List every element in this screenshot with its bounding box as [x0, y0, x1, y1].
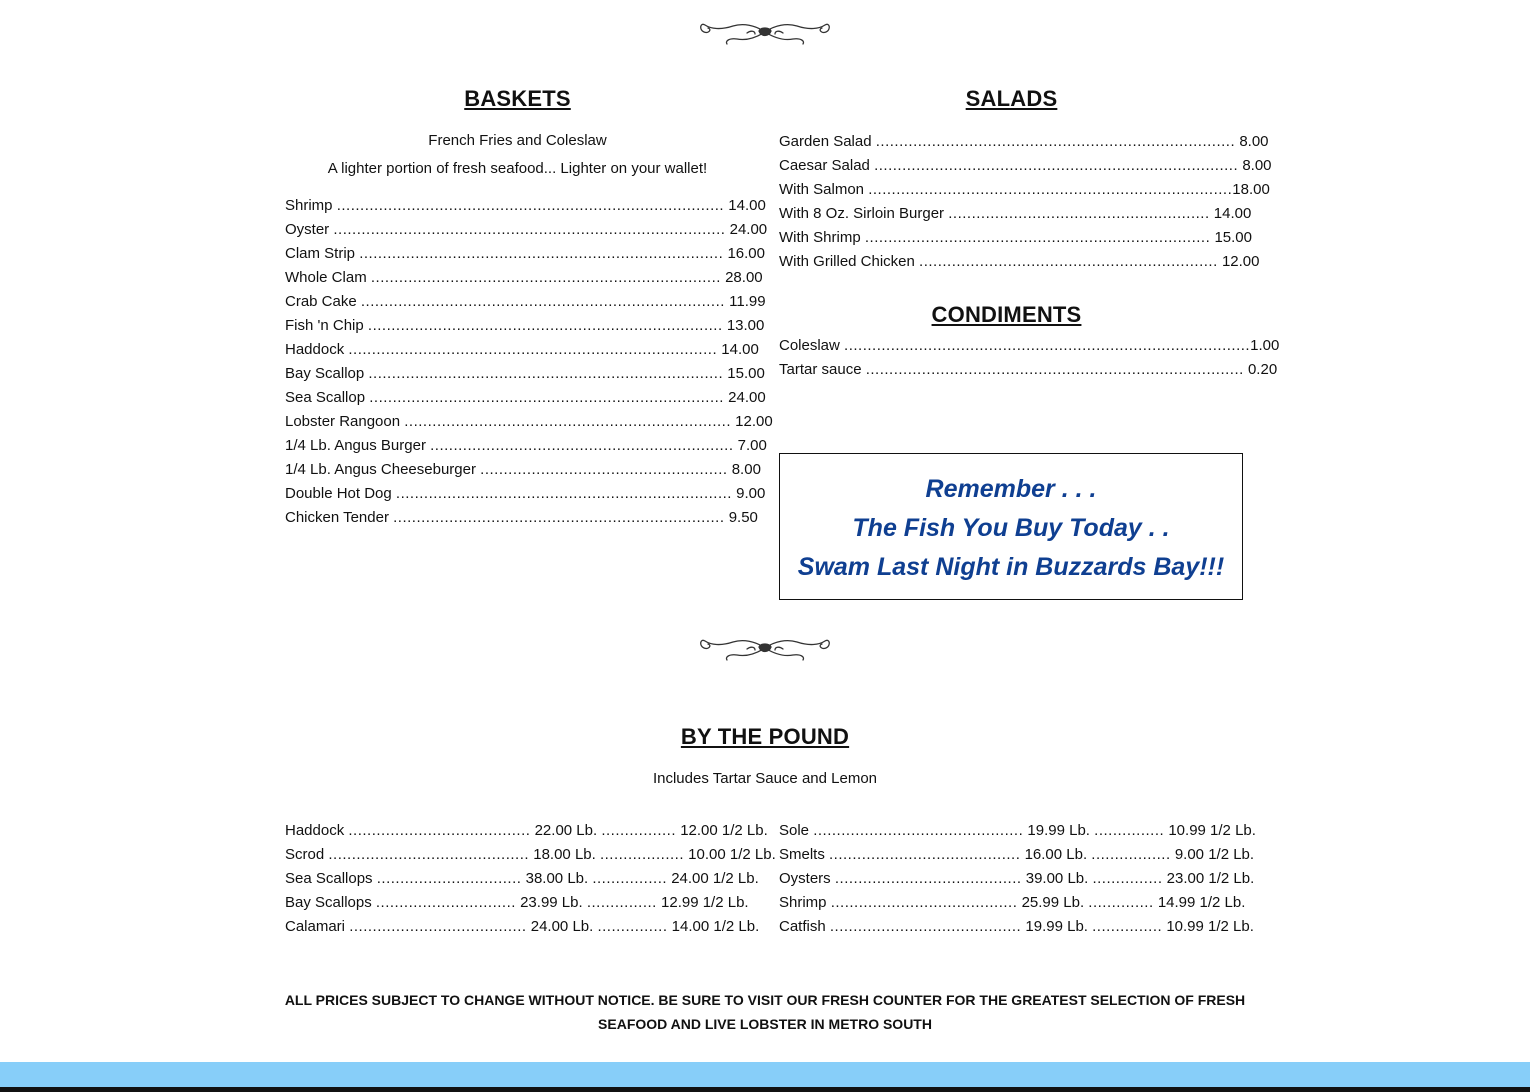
pound-item: Sea Scallops ............................... 38.00 Lb. ................ 24.00 1/2 Lb.: [285, 870, 759, 887]
pound-item: Shrimp ........................................ 25.99 Lb. .............. 14.99 1/2 Lb.: [779, 894, 1246, 911]
menu-item: Sea Scallop ............................................................................ 24.00: [285, 389, 766, 406]
menu-item: Coleslaw .......................................................................................1.00: [779, 337, 1280, 354]
footer-bar: [0, 1062, 1530, 1092]
menu-item: Caesar Salad .............................................................................. 8.00: [779, 157, 1272, 174]
menu-item: Clam Strip .............................................................................. 16.00: [285, 245, 765, 262]
fresh-fish-callout: [779, 453, 1243, 600]
menu-item: Garden Salad ............................................................................. 8.00: [779, 133, 1269, 150]
pound-item: Scrod ........................................... 18.00 Lb. .................. 10.00 1/2 Lb.: [285, 846, 776, 863]
menu-item: Fish 'n Chip ............................................................................ 13.00: [285, 317, 765, 334]
condiments-list: [779, 334, 1279, 382]
notice-line: ALL PRICES SUBJECT TO CHANGE WITHOUT NOTICE. BE SURE TO VISIT OUR FRESH COUNTER FOR THE GREATEST SELECTION OF FRESH: [284, 992, 1246, 1008]
baskets-subtitle: French Fries and Coleslaw: [428, 132, 607, 149]
menu-item: Oyster .................................................................................... 24.00: [285, 221, 768, 238]
flourish-divider-icon: [697, 633, 833, 663]
menu-item: Whole Clam ........................................................................... 28.00: [285, 269, 763, 286]
menu-item: Lobster Rangoon ...................................................................... 12.00: [285, 413, 773, 430]
flourish-divider-icon: [697, 17, 833, 47]
menu-item: With Grilled Chicken ................................................................ 12.00: [779, 253, 1260, 270]
pound-item: Haddock ....................................... 22.00 Lb. ................ 12.00 1/2 Lb.: [285, 822, 768, 839]
menu-item: 1/4 Lb. Angus Burger ................................................................. 7.00: [285, 437, 767, 454]
callout-line: Swam Last Night in Buzzards Bay!!!: [797, 553, 1225, 581]
menu-item: 1/4 Lb. Angus Cheeseburger ..................................................... 8.00: [285, 461, 761, 478]
pound-list-left: [285, 819, 776, 939]
by-the-pound-heading: BY THE POUND: [680, 724, 850, 749]
menu-item: With 8 Oz. Sirloin Burger ........................................................ 14.00: [779, 205, 1252, 222]
footer-strip: [0, 1087, 1530, 1092]
baskets-tagline: A lighter portion of fresh seafood... Lighter on your wallet!: [327, 160, 708, 177]
pound-item: Catfish ......................................... 19.99 Lb. ............... 10.99 1/2 Lb.: [779, 918, 1254, 935]
pound-item: Smelts ......................................... 16.00 Lb. ................. 9.00 1/2 Lb.: [779, 846, 1255, 863]
callout-line: Remember . . .: [925, 475, 1097, 503]
baskets-list: [285, 194, 773, 530]
menu-item: Double Hot Dog ........................................................................ 9.00: [285, 485, 766, 502]
salads-list: [779, 130, 1272, 274]
menu-item: Shrimp ................................................................................... 14.00: [285, 197, 766, 214]
menu-item: With Shrimp .......................................................................... 15.00: [779, 229, 1252, 246]
menu-item: Bay Scallop ............................................................................ 15.00: [285, 365, 765, 382]
pound-list-right: [779, 819, 1256, 939]
baskets-heading: BASKETS: [464, 86, 571, 111]
price-notice: [280, 988, 1250, 1036]
menu-item: Crab Cake .............................................................................. 11.99: [285, 293, 766, 310]
menu-item: Tartar sauce ................................................................................. 0.20: [779, 361, 1278, 378]
menu-item: With Salmon ..............................................................................18.00: [779, 181, 1270, 198]
pound-item: Oysters ........................................ 39.00 Lb. ............... 23.00 1/2 Lb.: [779, 870, 1255, 887]
pound-item: Bay Scallops .............................. 23.99 Lb. ............... 12.99 1/2 Lb.: [285, 894, 749, 911]
notice-line: SEAFOOD AND LIVE LOBSTER IN METRO SOUTH: [598, 1016, 932, 1032]
pound-item: Calamari ...................................... 24.00 Lb. ............... 14.00 1/2 Lb.: [285, 918, 760, 935]
callout-line: The Fish You Buy Today . .: [852, 514, 1170, 542]
salads-heading: SALADS: [965, 86, 1058, 111]
menu-item: Haddock ............................................................................... 14.00: [285, 341, 759, 358]
condiments-heading: CONDIMENTS: [931, 302, 1082, 327]
menu-item: Chicken Tender ....................................................................... 9.50: [285, 509, 758, 526]
by-the-pound-subtitle: Includes Tartar Sauce and Lemon: [652, 770, 878, 787]
pound-item: Sole ............................................. 19.99 Lb. ............... 10.99 1/2 Lb.: [779, 822, 1256, 839]
